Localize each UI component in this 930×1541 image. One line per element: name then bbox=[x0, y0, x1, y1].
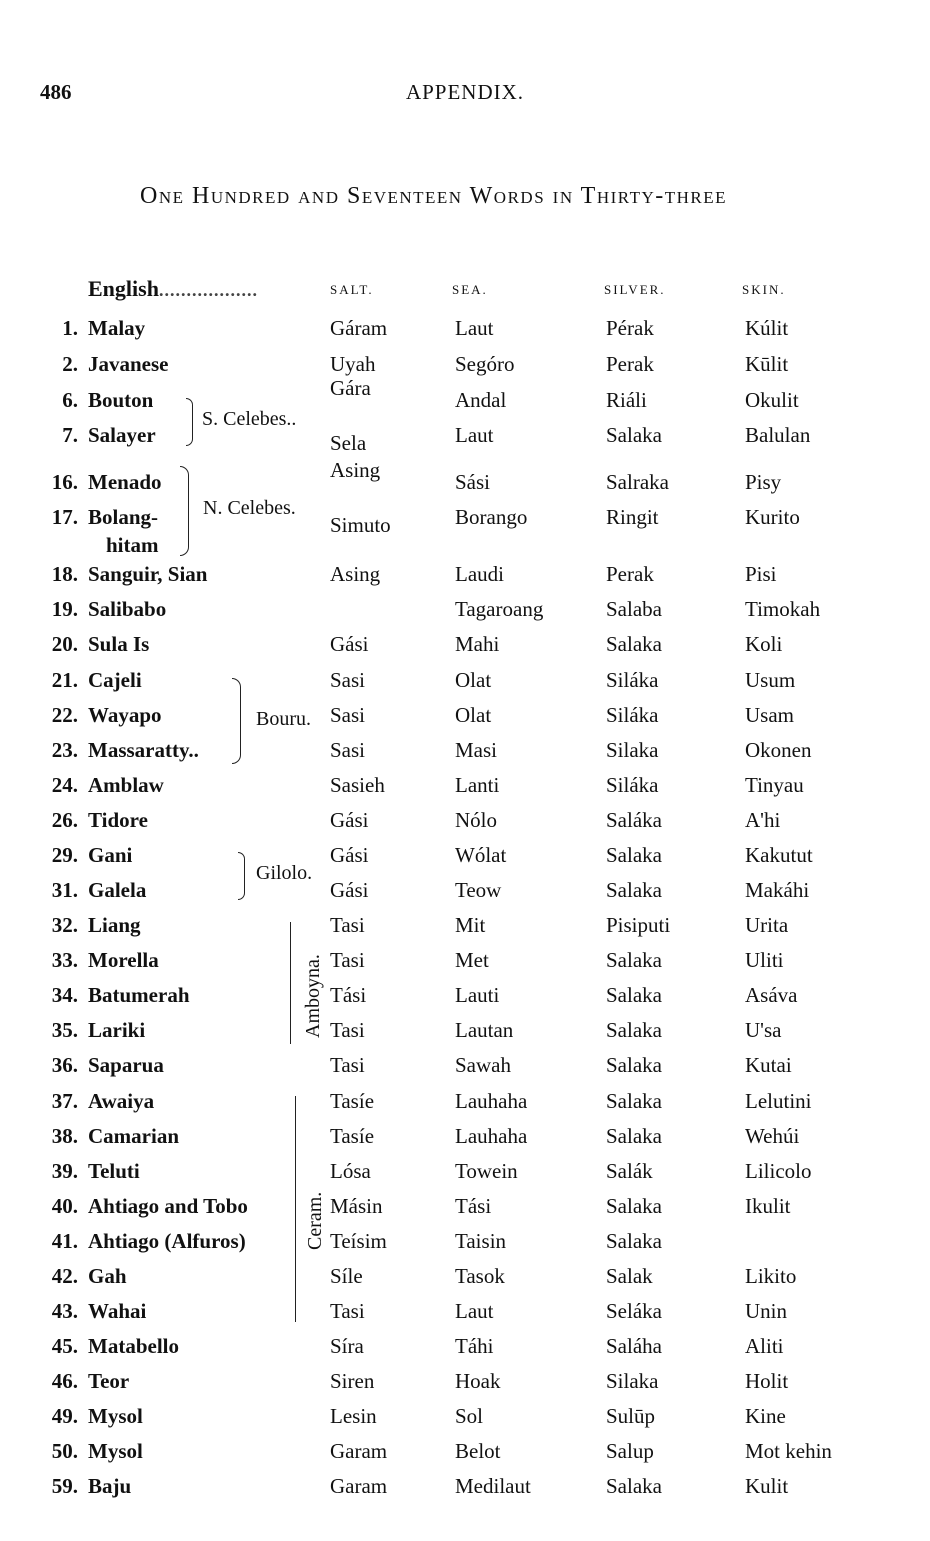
header-sea: SEA. bbox=[452, 282, 488, 297]
salt-cell: Asing bbox=[330, 562, 381, 586]
brace-s-celebes bbox=[186, 398, 193, 446]
sea-cell: Tási bbox=[455, 1194, 492, 1218]
salt-cell: Gási bbox=[330, 632, 369, 656]
silver-cell: Salup bbox=[606, 1439, 654, 1463]
num: 6. bbox=[62, 388, 78, 412]
table-row bbox=[0, 1194, 930, 1229]
salt-cell: Siren bbox=[330, 1369, 375, 1393]
sea-cell: Olat bbox=[455, 703, 492, 727]
silver-cell: Salaka bbox=[606, 632, 662, 656]
sea-cell: Laut bbox=[455, 423, 494, 447]
table-row bbox=[0, 1053, 930, 1088]
skin-cell: Usam bbox=[745, 703, 794, 727]
sea-cell: Sawah bbox=[455, 1053, 511, 1077]
lang-continuation: hitam bbox=[106, 533, 159, 557]
silver-cell: Salaka bbox=[606, 423, 662, 447]
skin-cell: Tinyau bbox=[745, 773, 804, 797]
brace-bouru bbox=[232, 678, 241, 764]
lang: Awaiya bbox=[88, 1089, 155, 1113]
table-row bbox=[0, 562, 930, 597]
lang: Baju bbox=[88, 1474, 132, 1498]
skin-cell: Holit bbox=[745, 1369, 789, 1393]
table-row bbox=[0, 878, 930, 913]
group-bouru: Bouru. bbox=[256, 708, 311, 730]
silver-cell: Salraka bbox=[606, 470, 669, 494]
num: 7. bbox=[62, 423, 78, 447]
group-ceram: Ceram. bbox=[304, 1191, 326, 1250]
lang: Matabello bbox=[88, 1334, 179, 1358]
lang: Salibabo bbox=[88, 597, 167, 621]
sea-cell: Mahi bbox=[455, 632, 500, 656]
lang: Malay bbox=[88, 316, 146, 340]
salt-cell: Gási bbox=[330, 878, 369, 902]
table-row bbox=[0, 1264, 930, 1299]
salt-cell: Uyah bbox=[330, 352, 376, 376]
salt-cell: Tasi bbox=[330, 1053, 365, 1077]
table-row bbox=[0, 1369, 930, 1404]
lang: Saparua bbox=[88, 1053, 164, 1077]
table-row bbox=[0, 948, 930, 983]
group-amboyna: Amboyna. bbox=[302, 954, 324, 1038]
table-row bbox=[0, 983, 930, 1018]
sea-cell: Laudi bbox=[455, 562, 504, 586]
brace-gilolo bbox=[238, 852, 245, 900]
lang: Gah bbox=[88, 1264, 127, 1288]
group-gilolo: Gilolo. bbox=[256, 862, 313, 884]
silver-cell: Salaka bbox=[606, 1053, 662, 1077]
salt-cell: Lósa bbox=[330, 1159, 371, 1183]
lang: Mysol bbox=[88, 1404, 143, 1428]
table-row bbox=[0, 458, 930, 505]
lang: Camarian bbox=[88, 1124, 179, 1148]
table-row bbox=[0, 738, 930, 773]
salt-cell: Gáram bbox=[330, 316, 388, 340]
salt-cell: Tasíe bbox=[330, 1089, 375, 1113]
table-row bbox=[0, 316, 930, 351]
group-s-celebes: S. Celebes.. bbox=[202, 408, 297, 430]
skin-cell: Usum bbox=[745, 668, 796, 692]
lang: Gani bbox=[88, 843, 133, 867]
table-row bbox=[0, 505, 930, 557]
skin-cell: Kine bbox=[745, 1404, 786, 1428]
num: 46. bbox=[51, 1369, 78, 1393]
sea-cell: Mit bbox=[455, 913, 486, 937]
skin-cell: Asáva bbox=[745, 983, 798, 1007]
num: 23. bbox=[51, 738, 78, 762]
skin-cell: A'hi bbox=[745, 808, 781, 832]
silver-cell: Siláka bbox=[606, 773, 659, 797]
brace-amboyna bbox=[288, 922, 291, 1044]
salt-cell: Simuto bbox=[330, 513, 391, 537]
sea-cell: Tagaroang bbox=[455, 597, 544, 621]
num: 40. bbox=[51, 1194, 78, 1218]
skin-cell: Uliti bbox=[745, 948, 784, 972]
sea-cell: Teow bbox=[455, 878, 502, 902]
silver-cell: Salaka bbox=[606, 1474, 662, 1498]
table-row bbox=[0, 1474, 930, 1509]
salt-cell: Sasi bbox=[330, 738, 366, 762]
sea-cell: Nólo bbox=[455, 808, 497, 832]
silver-cell: Salák bbox=[606, 1159, 653, 1183]
sea-cell: Andal bbox=[455, 388, 507, 412]
num: 32. bbox=[51, 913, 78, 937]
lang: Galela bbox=[88, 878, 147, 902]
sea-cell: Sási bbox=[455, 470, 491, 494]
table-row bbox=[0, 808, 930, 843]
num: 29. bbox=[51, 843, 78, 867]
table-title: One Hundred and Seventeen Words in Thirty-three bbox=[140, 183, 727, 209]
silver-cell: Salaka bbox=[606, 1018, 662, 1042]
salt-cell: Sasi bbox=[330, 703, 366, 727]
sea-cell: Met bbox=[455, 948, 489, 972]
sea-cell: Sol bbox=[455, 1404, 484, 1428]
sea-cell: Lauhaha bbox=[455, 1089, 528, 1113]
num: 1. bbox=[62, 316, 78, 340]
silver-cell: Salaka bbox=[606, 1229, 662, 1253]
silver-cell: Silaka bbox=[606, 738, 659, 762]
silver-cell: Saláka bbox=[606, 808, 662, 832]
table-row bbox=[0, 1018, 930, 1053]
skin-cell: Timokah bbox=[745, 597, 821, 621]
lang: Tidore bbox=[88, 808, 148, 832]
sea-cell: Lanti bbox=[455, 773, 500, 797]
skin-cell: Lelutini bbox=[745, 1089, 812, 1113]
sea-cell: Medilaut bbox=[455, 1474, 531, 1498]
salt-cell: Sela bbox=[330, 431, 367, 455]
lang: Cajeli bbox=[88, 668, 142, 692]
num: 33. bbox=[51, 948, 78, 972]
table-row bbox=[0, 1124, 930, 1159]
sea-cell: Borango bbox=[455, 505, 528, 529]
table-row bbox=[0, 1089, 930, 1124]
lang: Lariki bbox=[88, 1018, 146, 1042]
lang: Amblaw bbox=[88, 773, 164, 797]
num: 26. bbox=[51, 808, 78, 832]
lang: Javanese bbox=[88, 352, 169, 376]
sea-cell: Olat bbox=[455, 668, 492, 692]
sea-cell: Wólat bbox=[455, 843, 507, 867]
table-row bbox=[0, 1229, 930, 1264]
lang: Wayapo bbox=[88, 703, 162, 727]
sea-cell: Tasok bbox=[455, 1264, 505, 1288]
lang: Liang bbox=[88, 913, 141, 937]
num: 17. bbox=[51, 505, 78, 529]
lang: Salayer bbox=[88, 423, 156, 447]
lang: Sanguir, Sian bbox=[88, 562, 208, 586]
silver-cell: Salak bbox=[606, 1264, 653, 1288]
silver-cell: Perak bbox=[606, 352, 654, 376]
silver-cell: Salaka bbox=[606, 843, 662, 867]
silver-cell: Salaka bbox=[606, 1194, 662, 1218]
num: 49. bbox=[51, 1404, 78, 1428]
lang: Bouton bbox=[88, 388, 154, 412]
silver-cell: Siláka bbox=[606, 703, 659, 727]
silver-cell: Siláka bbox=[606, 668, 659, 692]
skin-cell: Okulit bbox=[745, 388, 799, 412]
skin-cell: Unin bbox=[745, 1299, 787, 1323]
lang: Ahtiago (Alfuros) bbox=[88, 1229, 246, 1253]
silver-cell: Salaka bbox=[606, 1089, 662, 1113]
salt-cell: Asing bbox=[330, 458, 381, 482]
table-row bbox=[0, 703, 930, 738]
salt-cell: Gási bbox=[330, 843, 369, 867]
brace-n-celebes bbox=[180, 466, 189, 556]
num: 19. bbox=[51, 597, 78, 621]
salt-cell: Tasi bbox=[330, 948, 365, 972]
num: 2. bbox=[62, 352, 78, 376]
table-row bbox=[0, 1334, 930, 1369]
salt-cell: Sasieh bbox=[330, 773, 385, 797]
table-row bbox=[0, 1404, 930, 1439]
silver-cell: Salaka bbox=[606, 1124, 662, 1148]
num: 24. bbox=[51, 773, 78, 797]
silver-cell: Salaka bbox=[606, 983, 662, 1007]
num: 20. bbox=[51, 632, 78, 656]
table-row bbox=[0, 352, 930, 387]
silver-cell: Salaka bbox=[606, 948, 662, 972]
lang: Ahtiago and Tobo bbox=[88, 1194, 248, 1218]
salt-cell: Gára bbox=[330, 376, 371, 400]
num: 16. bbox=[51, 470, 78, 494]
header-skin: SKIN. bbox=[742, 282, 786, 297]
skin-cell: Pisi bbox=[745, 562, 777, 586]
table-row bbox=[0, 773, 930, 808]
skin-cell: Aliti bbox=[745, 1334, 784, 1358]
num: 31. bbox=[51, 878, 78, 902]
header-silver: SILVER. bbox=[604, 282, 666, 297]
silver-cell: Perak bbox=[606, 562, 654, 586]
salt-cell: Teísim bbox=[330, 1229, 387, 1253]
salt-cell: Másin bbox=[330, 1194, 383, 1218]
num: 35. bbox=[51, 1018, 78, 1042]
lang: Teluti bbox=[88, 1159, 140, 1183]
num: 37. bbox=[51, 1089, 78, 1113]
silver-cell: Sulūp bbox=[606, 1404, 656, 1428]
lang: Batumerah bbox=[88, 983, 190, 1007]
num: 22. bbox=[51, 703, 78, 727]
skin-cell: U'sa bbox=[745, 1018, 782, 1042]
skin-cell: Kutai bbox=[745, 1053, 792, 1077]
skin-cell: Kurito bbox=[745, 505, 800, 529]
silver-cell: Pérak bbox=[606, 316, 654, 340]
salt-cell: Lesin bbox=[330, 1404, 377, 1428]
skin-cell: Kúlit bbox=[745, 316, 789, 340]
brace-ceram bbox=[293, 1096, 296, 1322]
sea-cell: Táhi bbox=[455, 1334, 494, 1358]
sea-cell: Belot bbox=[455, 1439, 501, 1463]
table-row bbox=[0, 376, 930, 423]
table-row bbox=[0, 1439, 930, 1474]
group-n-celebes: N. Celebes. bbox=[203, 497, 296, 519]
num: 34. bbox=[51, 983, 78, 1007]
skin-cell: Lilicolo bbox=[745, 1159, 812, 1183]
lang: Wahai bbox=[88, 1299, 147, 1323]
sea-cell: Towein bbox=[455, 1159, 518, 1183]
salt-cell: Tasi bbox=[330, 1018, 365, 1042]
table-row bbox=[0, 597, 930, 632]
skin-cell: Likito bbox=[745, 1264, 797, 1288]
skin-cell: Wehúi bbox=[745, 1124, 800, 1148]
num: 45. bbox=[51, 1334, 78, 1358]
salt-cell: Síra bbox=[330, 1334, 364, 1358]
skin-cell: Makáhi bbox=[745, 878, 810, 902]
lang: Massaratty.. bbox=[88, 738, 199, 762]
num: 43. bbox=[51, 1299, 78, 1323]
salt-cell: Tási bbox=[330, 983, 367, 1007]
num: 59. bbox=[51, 1474, 78, 1498]
silver-cell: Ringit bbox=[606, 505, 659, 529]
sea-cell: Taisin bbox=[455, 1229, 507, 1253]
silver-cell: Salaba bbox=[606, 597, 662, 621]
silver-cell: Pisiputi bbox=[606, 913, 671, 937]
salt-cell: Sasi bbox=[330, 668, 366, 692]
salt-cell: Garam bbox=[330, 1474, 388, 1498]
salt-cell: Tasi bbox=[330, 1299, 365, 1323]
page-number: 486 bbox=[40, 80, 72, 104]
sea-cell: Laut bbox=[455, 316, 494, 340]
silver-cell: Salaka bbox=[606, 878, 662, 902]
num: 36. bbox=[51, 1053, 78, 1077]
table-row bbox=[0, 913, 930, 948]
sea-cell: Lauhaha bbox=[455, 1124, 528, 1148]
num: 39. bbox=[51, 1159, 78, 1183]
table-row bbox=[0, 1159, 930, 1194]
table-row bbox=[0, 1299, 930, 1334]
table-row bbox=[0, 668, 930, 703]
header-salt: SALT. bbox=[330, 282, 374, 297]
sea-cell: Segóro bbox=[455, 352, 515, 376]
silver-cell: Saláha bbox=[606, 1334, 662, 1358]
lang: Menado bbox=[88, 470, 162, 494]
lang: Teor bbox=[88, 1369, 130, 1393]
sea-cell: Hoak bbox=[455, 1369, 501, 1393]
num: 18. bbox=[51, 562, 78, 586]
sea-cell: Masi bbox=[455, 738, 497, 762]
skin-cell: Urita bbox=[745, 913, 789, 937]
salt-cell: Garam bbox=[330, 1439, 388, 1463]
lang: Bolang- bbox=[88, 505, 159, 529]
skin-cell: Kūlit bbox=[745, 352, 789, 376]
lang: Mysol bbox=[88, 1439, 143, 1463]
skin-cell: Ikulit bbox=[745, 1194, 791, 1218]
running-head: APPENDIX. bbox=[405, 80, 525, 104]
skin-cell: Pisy bbox=[745, 470, 782, 494]
salt-cell: Tasíe bbox=[330, 1124, 375, 1148]
silver-cell: Silaka bbox=[606, 1369, 659, 1393]
table-row bbox=[0, 632, 930, 667]
salt-cell: Gási bbox=[330, 808, 369, 832]
skin-cell: Kakutut bbox=[745, 843, 813, 867]
num: 50. bbox=[51, 1439, 78, 1463]
lang: Sula Is bbox=[88, 632, 150, 656]
table-row bbox=[0, 423, 930, 458]
num: 41. bbox=[51, 1229, 78, 1253]
skin-cell: Mot kehin bbox=[745, 1439, 832, 1463]
table-row bbox=[0, 843, 930, 878]
header-english: English.................. bbox=[88, 276, 258, 301]
sea-cell: Lautan bbox=[455, 1018, 514, 1042]
sea-cell: Laut bbox=[455, 1299, 494, 1323]
skin-cell: Okonen bbox=[745, 738, 812, 762]
sea-cell: Lauti bbox=[455, 983, 500, 1007]
skin-cell: Koli bbox=[745, 632, 783, 656]
skin-cell: Kulit bbox=[745, 1474, 789, 1498]
salt-cell: Síle bbox=[330, 1264, 363, 1288]
skin-cell: Balulan bbox=[745, 423, 811, 447]
num: 38. bbox=[51, 1124, 78, 1148]
num: 42. bbox=[51, 1264, 78, 1288]
lang: Morella bbox=[88, 948, 159, 972]
salt-cell: Tasi bbox=[330, 913, 365, 937]
silver-cell: Seláka bbox=[606, 1299, 662, 1323]
num: 21. bbox=[51, 668, 78, 692]
silver-cell: Riáli bbox=[606, 388, 647, 412]
